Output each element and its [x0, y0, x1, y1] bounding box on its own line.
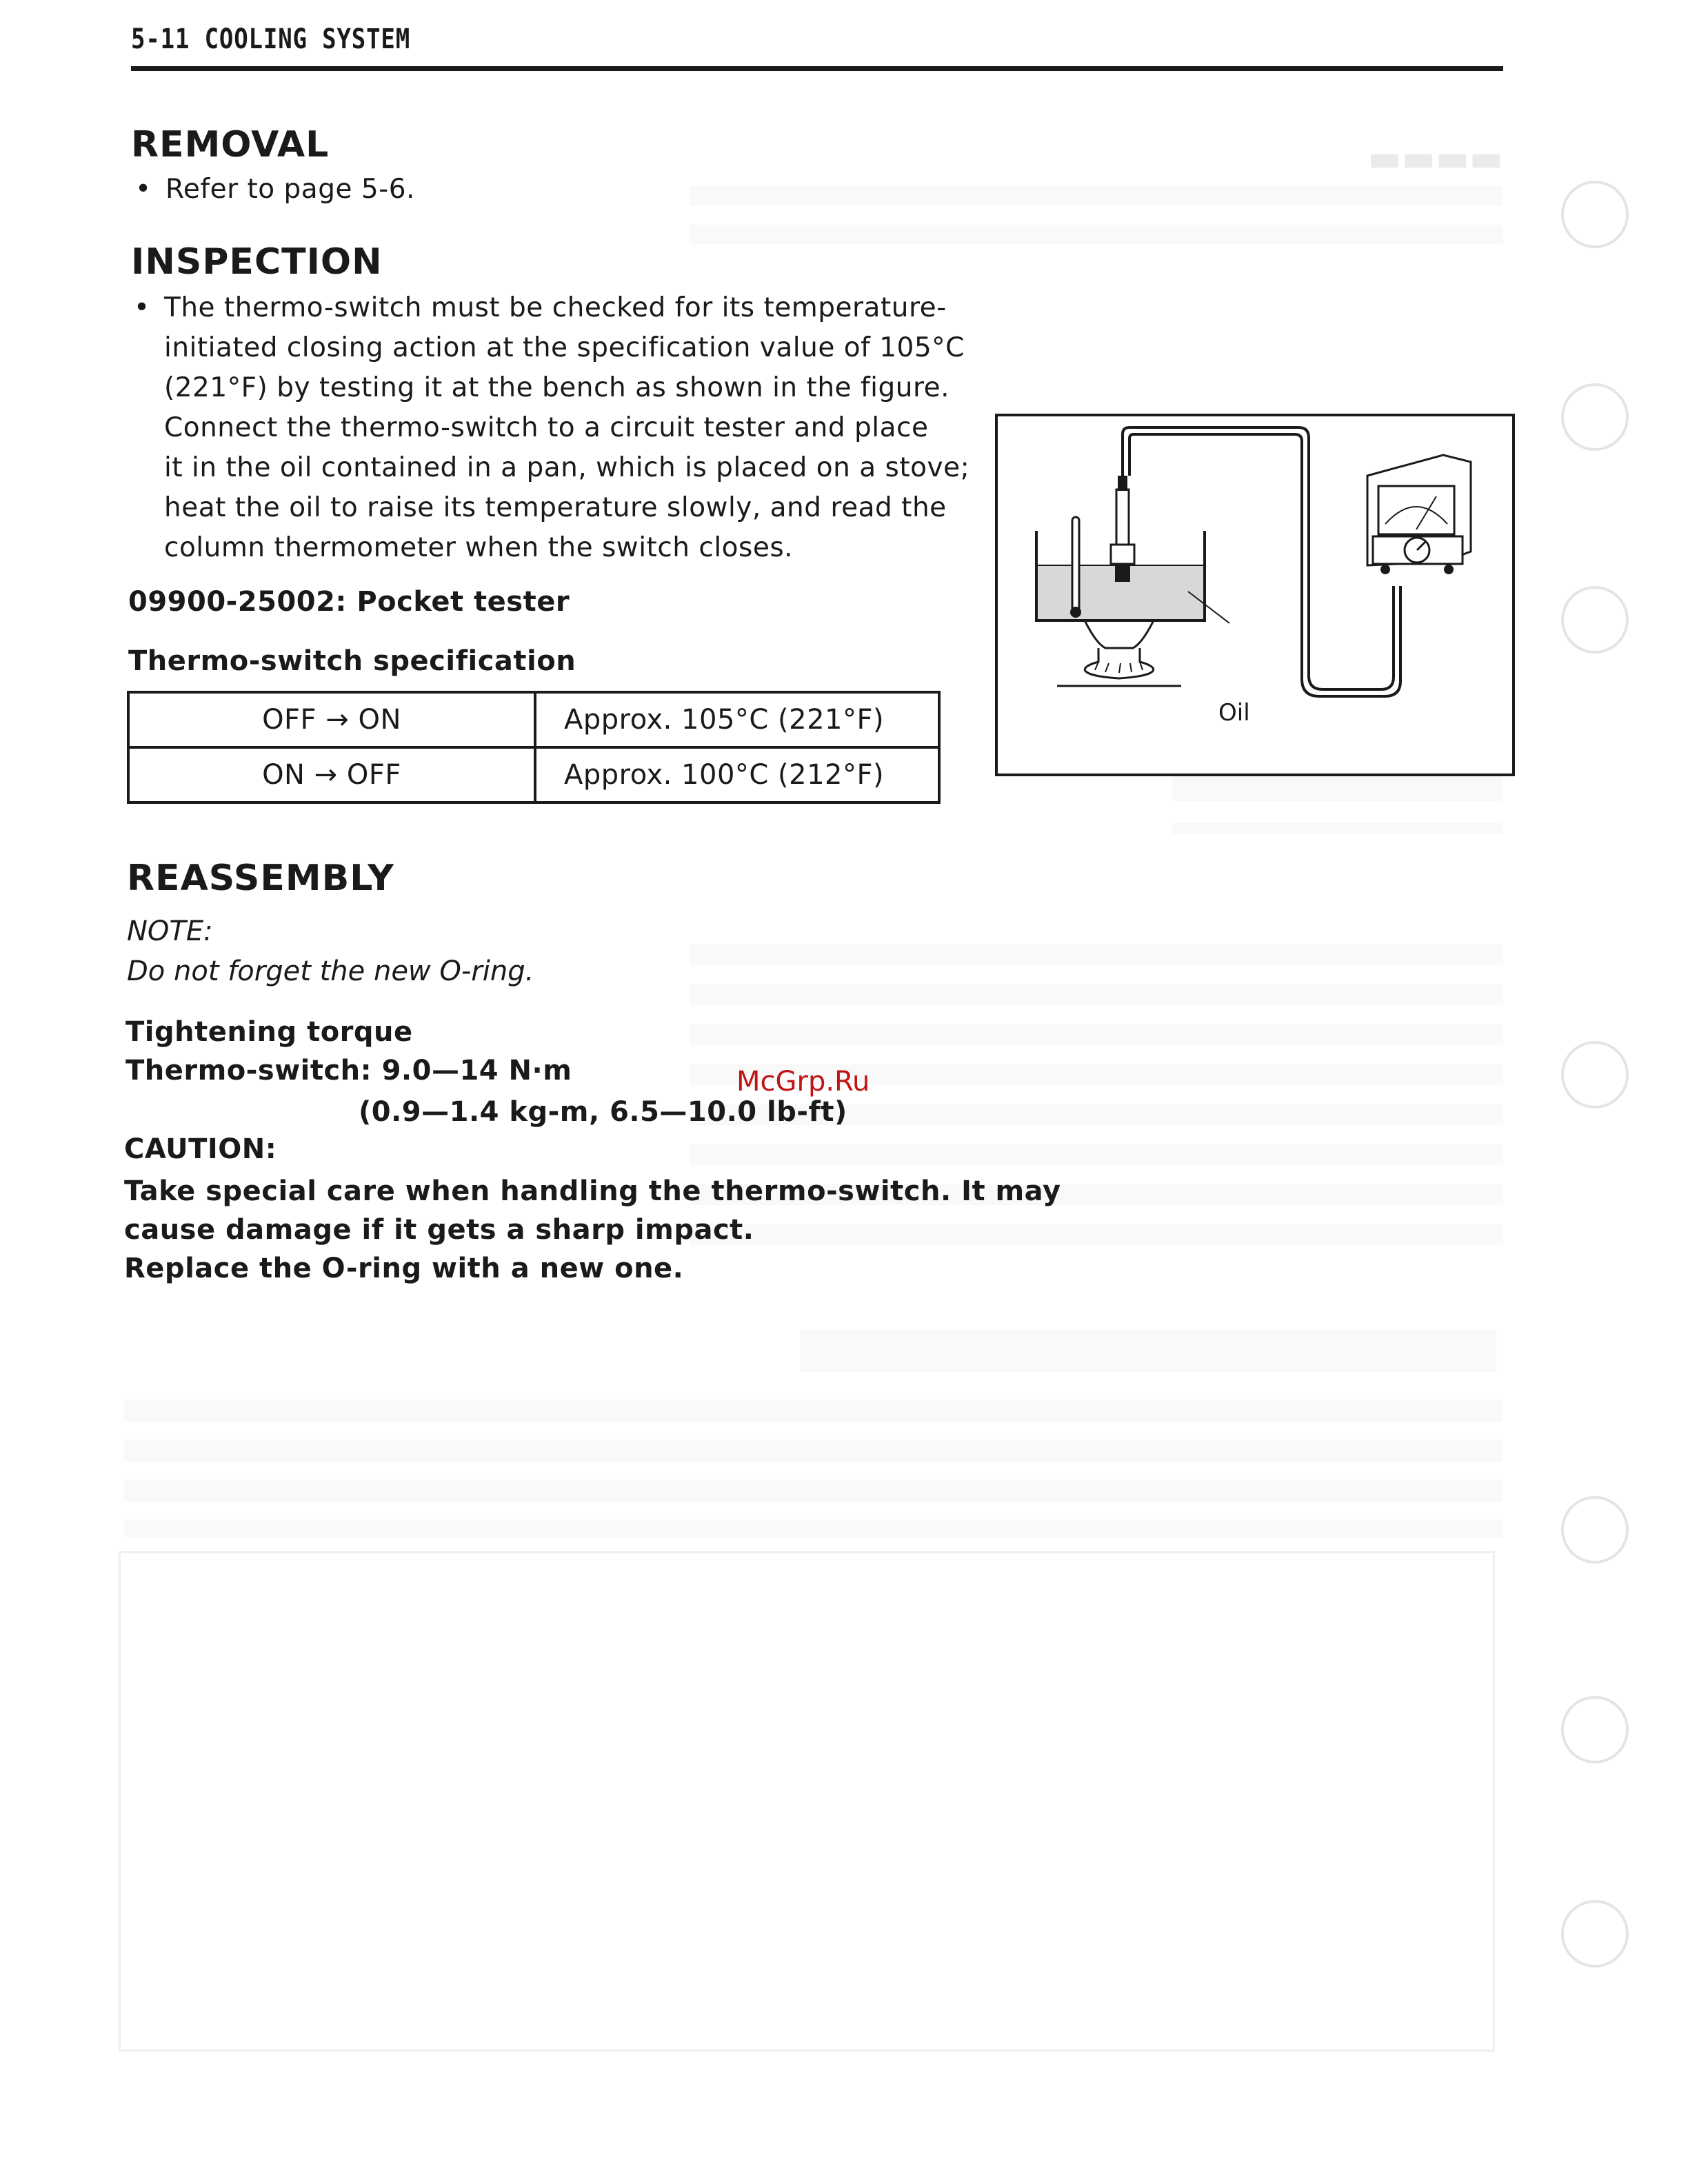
bullet-icon: • — [134, 292, 150, 323]
binder-hole — [1561, 181, 1629, 248]
caution-text — [124, 1172, 1061, 1288]
spec-state-cell: OFF → ON — [128, 692, 535, 747]
torque-line-2: (0.9—1.4 kg-m, 6.5—10.0 lb-ft) — [359, 1096, 847, 1128]
binder-hole — [1561, 383, 1629, 451]
header-rule — [131, 66, 1503, 71]
bleed-through-diagram-frame — [119, 1551, 1495, 2052]
binder-hole — [1561, 1041, 1629, 1109]
inspection-line: The thermo-switch must be checked for its temperature- — [164, 292, 947, 323]
inspection-line: heat the oil to raise its temperature slowly, and read the — [164, 492, 947, 523]
binder-hole — [1561, 1900, 1629, 1968]
table-row — [128, 747, 939, 802]
note-label: NOTE: — [127, 916, 213, 947]
tool-number: 09900-25002: Pocket tester — [128, 586, 570, 618]
inspection-line: (221°F) by testing it at the bench as shown in the figure. — [164, 372, 950, 403]
spec-state-cell: ON → OFF — [128, 747, 535, 802]
binder-hole — [1561, 1696, 1629, 1763]
torque-line-1: Thermo-switch: 9.0—14 N·m — [125, 1055, 572, 1086]
bleed-through-heading-1: ▬▬▬▬ — [1367, 138, 1503, 179]
inspection-heading: INSPECTION — [131, 241, 383, 283]
oil-label: Oil — [1218, 699, 1250, 727]
page-header: 5-11 COOLING SYSTEM — [131, 23, 411, 55]
spec-table — [127, 691, 941, 804]
bleed-through-block — [124, 1399, 1503, 1537]
inspection-line: initiated closing action at the specification value of 105°C — [164, 332, 965, 363]
spec-value-cell: Approx. 105°C (221°F) — [535, 692, 939, 747]
spec-title: Thermo-switch specification — [128, 645, 576, 677]
removal-bullet — [135, 170, 1014, 210]
caution-label: CAUTION: — [124, 1133, 277, 1165]
caution-line: cause damage if it gets a sharp impact. — [124, 1214, 754, 1246]
bleed-through-block — [800, 1331, 1496, 1372]
inspection-line: Connect the thermo-switch to a circuit tester and place — [164, 412, 929, 443]
table-row — [128, 692, 939, 747]
caution-line: Replace the O-ring with a new one. — [124, 1253, 684, 1284]
inspection-paragraph — [134, 288, 1012, 568]
removal-heading: REMOVAL — [131, 124, 330, 165]
test-setup-illustration — [995, 414, 1515, 776]
watermark: McGrp.Ru — [736, 1066, 870, 1098]
binder-hole — [1561, 586, 1629, 654]
note-text: Do not forget the new O-ring. — [127, 956, 534, 987]
inspection-line: column thermometer when the switch closes. — [164, 532, 794, 563]
test-setup-figure — [995, 414, 1515, 776]
caution-line: Take special care when handling the thermo-switch. It may — [124, 1175, 1061, 1207]
spec-value-cell: Approx. 100°C (212°F) — [535, 747, 939, 802]
removal-bullet-text: Refer to page 5-6. — [165, 174, 415, 205]
reassembly-heading: REASSEMBLY — [127, 858, 394, 899]
torque-title: Tightening torque — [125, 1016, 413, 1048]
inspection-line: it in the oil contained in a pan, which is placed on a stove; — [164, 452, 970, 483]
binder-hole — [1561, 1496, 1629, 1564]
bullet-icon: • — [135, 174, 152, 205]
